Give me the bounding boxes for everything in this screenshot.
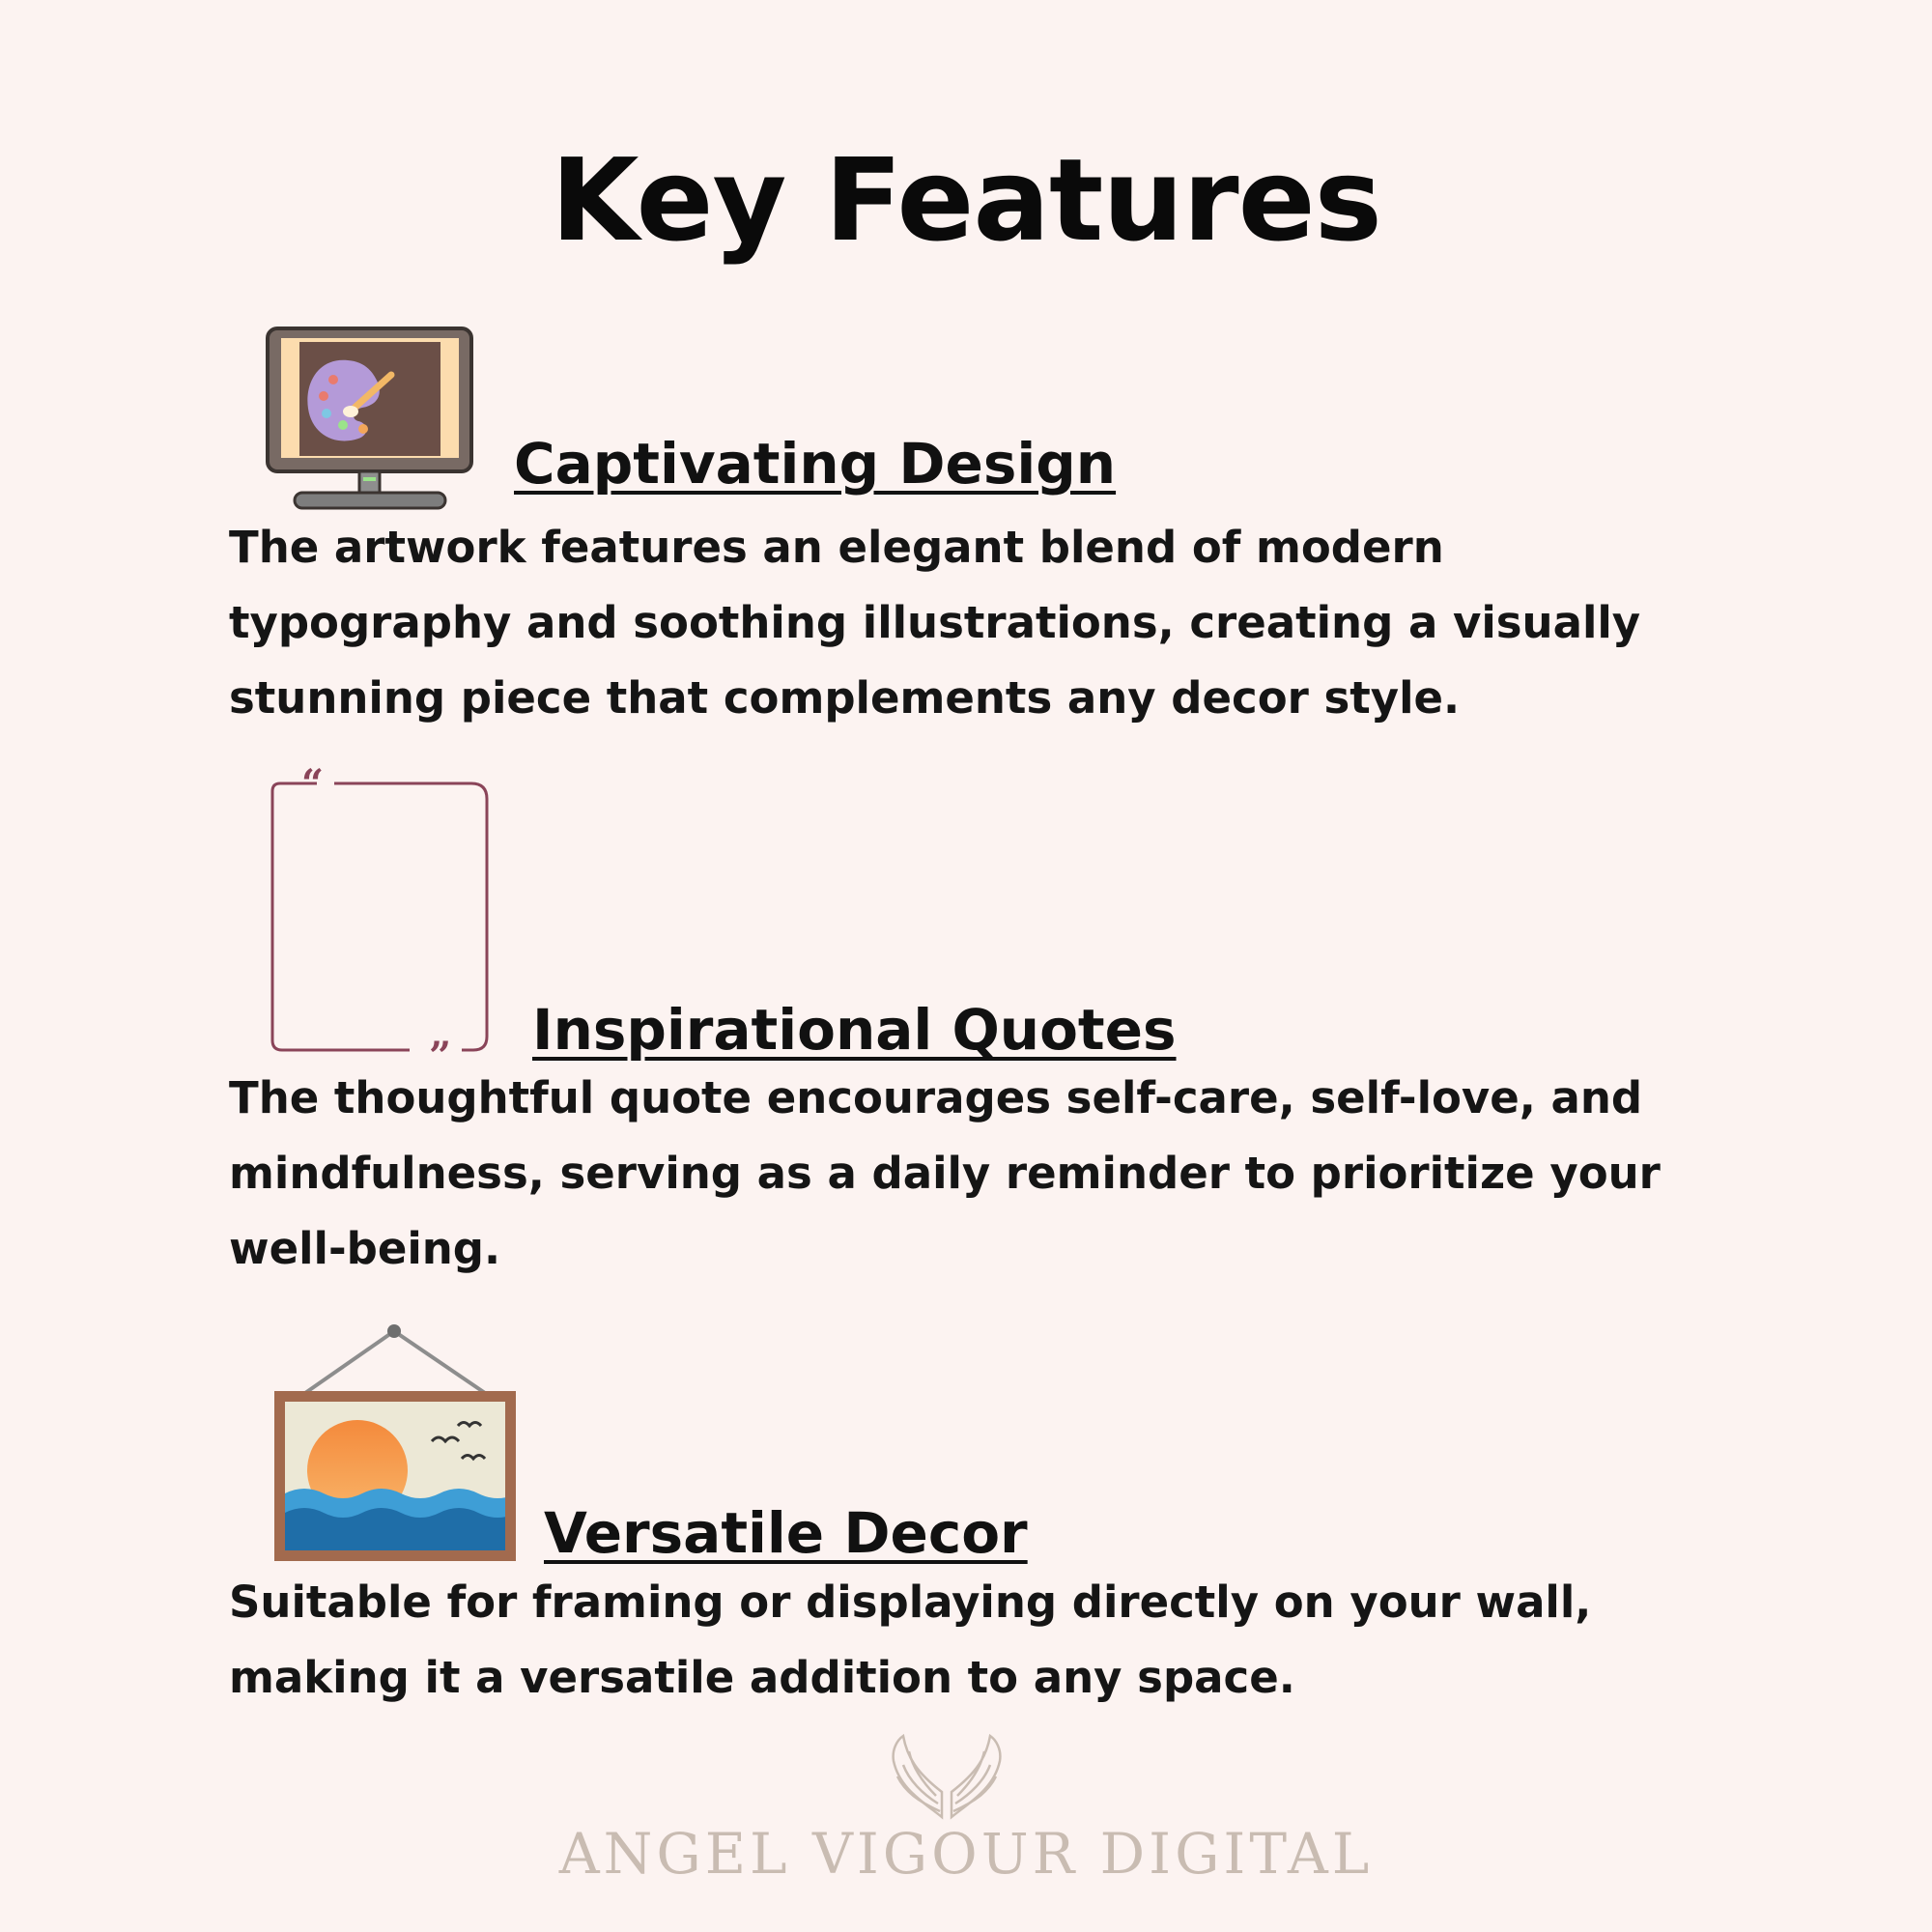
feature-heading-versatile-decor: Versatile Decor [544, 1500, 1028, 1566]
brand-name: ANGEL VIGOUR DIGITAL [558, 1821, 1374, 1887]
monitor-palette-icon [266, 327, 473, 516]
svg-text:“: “ [301, 768, 325, 807]
angel-wings-icon [884, 1734, 1009, 1827]
feature-heading-captivating-design: Captivating Design [514, 431, 1117, 497]
feature-heading-inspirational-quotes: Inspirational Quotes [532, 997, 1177, 1063]
svg-text:”: ” [429, 1034, 452, 1063]
feature-body-versatile-decor: Suitable for framing or displaying directly on your wall, making it a versatile addition to any space. [229, 1577, 1592, 1703]
page-title: Key Features [551, 133, 1381, 267]
feature-body-captivating-design: The artwork features an elegant blend of modern typography and soothing illustrations, creating a visually stunning piece that complements any decor style. [229, 522, 1641, 724]
framed-sunset-icon [272, 1323, 519, 1569]
quote-frame-icon [267, 768, 494, 1066]
feature-body-inspirational-quotes: The thoughtful quote encourages self-care, self-love, and mindfulness, serving as a daily reminder to prioritize your well-being. [229, 1072, 1661, 1274]
